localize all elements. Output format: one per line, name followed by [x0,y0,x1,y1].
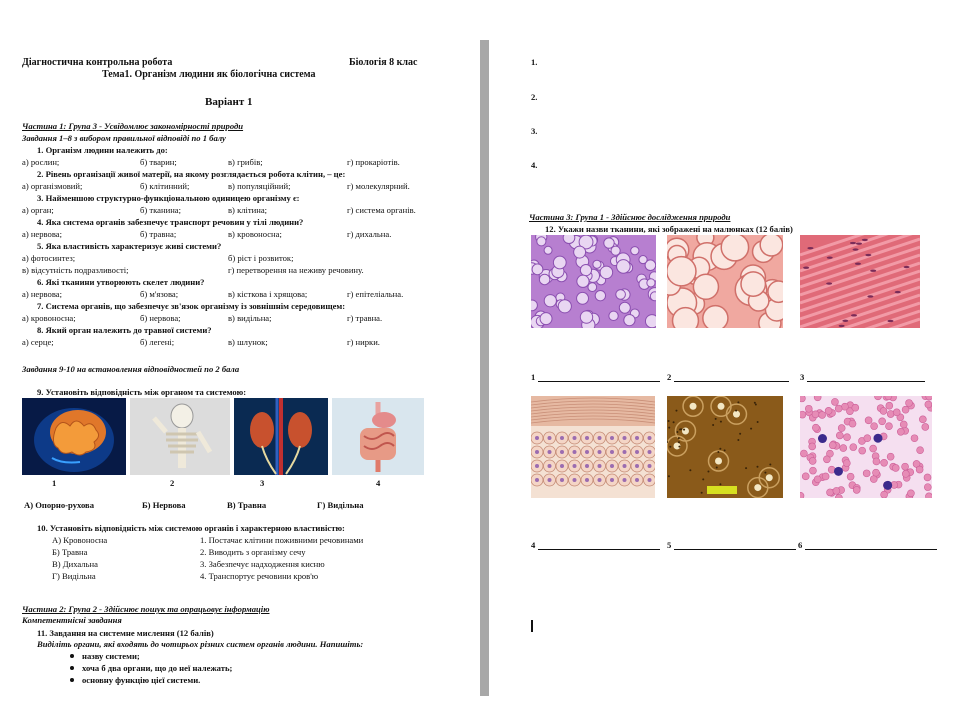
q3-option-c[interactable]: в) клітина; [228,205,268,215]
q7-option-b[interactable]: б) нервова; [140,313,181,323]
header-left: Діагностична контрольна робота [22,57,173,68]
question-3: 3. Найменшою структурно-функціональною одиницею організму є: [37,193,300,203]
system-option-b: Б) Нервова [142,500,186,510]
blank-label-4: 4 [531,540,536,550]
answer-blank-2[interactable] [674,381,789,382]
answer-blank-5[interactable] [674,549,796,550]
q1-option-d[interactable]: г) прокаріотів. [347,157,400,167]
question-11: 11. Завдання на системне мислення (12 балів) [37,628,214,638]
blank-label-5: 5 [667,540,672,550]
blood-tissue-image [800,396,932,498]
question-8: 8. Який орган належить до травної системи? [37,325,212,335]
part2-subtitle: Компетентнісні завдання [22,615,122,625]
q3-option-d[interactable]: г) система органів. [347,205,416,215]
answer-blank-1[interactable] [538,381,660,382]
blank-label-3: 3 [800,372,805,382]
q6-option-a[interactable]: а) нервова; [22,289,62,299]
q10-left-d: Г) Видільна [52,571,96,581]
q1-option-c[interactable]: в) грибів; [228,157,263,167]
part2-title: Частина 2: Група 2 - Здійснює пошук та опрацьовує інформацію [22,604,270,614]
bone-tissue-image [667,396,783,498]
question-5: 5. Яка властивість характеризує живі системи? [37,241,222,251]
blank-label-2: 2 [667,372,672,382]
tasks-intro: Завдання 1–8 з вибором правильної відповіді по 1 балу [22,133,226,143]
blank-label-1: 1 [531,372,536,382]
q2-option-a[interactable]: а) організмовий; [22,181,83,191]
right-page [489,0,960,720]
q2-option-b[interactable]: б) клітинний; [140,181,190,191]
epithelial-tissue-image [531,396,655,498]
q1-option-a[interactable]: а) рослин; [22,157,60,167]
q11-bullet-1: назву системи; [82,651,140,661]
q11-bullet-2: хоча б два органи, що до неї належать; [82,663,233,673]
question-10: 10. Установіть відповідність між системою органів і характерною властивістю: [37,523,345,533]
answer-blank-3[interactable] [807,381,925,382]
bullet-dot [70,654,74,658]
answer-number-4: 4. [531,160,538,170]
variant-title: Варіант 1 [205,96,253,108]
kidneys-image [234,398,328,475]
q5-option-c[interactable]: в) відсутність подразливості; [22,265,129,275]
image-number-2: 2 [170,478,175,488]
q4-option-c[interactable]: в) кровоносна; [228,229,282,239]
q5-option-b[interactable]: б) ріст і розвиток; [228,253,294,263]
q10-left-a: А) Кровоносна [52,535,108,545]
question-9: 9. Установіть відповідність між органом та системою: [37,387,247,397]
q4-option-d[interactable]: г) дихальна. [347,229,392,239]
question-4: 4. Яка система органів забезпечує транспорт речовин у тілі людини? [37,217,304,227]
part3-title: Частина 3: Група 1 - Здійснює дослідження природи [529,212,731,222]
q5-option-d[interactable]: г) перетворення на неживу речовину. [228,265,364,275]
answer-number-1: 1. [531,57,538,67]
q3-option-b[interactable]: б) тканина; [140,205,181,215]
q4-option-a[interactable]: а) нервова; [22,229,62,239]
image-number-1: 1 [52,478,57,488]
q4-option-b[interactable]: б) травна; [140,229,177,239]
question-7: 7. Система органів, що забезпечує зв'язок організму із зовнішнім середовищем: [37,301,346,311]
q10-left-c: В) Дихальна [52,559,98,569]
answer-number-3: 3. [531,126,538,136]
q8-option-b[interactable]: б) легені; [140,337,175,347]
text-cursor [531,620,533,632]
question-6: 6. Які тканини утворюють скелет людини? [37,277,205,287]
question-11-text: Виділіть органи, які входять до чотирьох різних систем органів людини. Напишіть: [37,639,364,649]
system-option-d: Г) Видільна [317,500,364,510]
q10-left-b: Б) Травна [52,547,88,557]
answer-blank-4[interactable] [538,549,660,550]
cartilage-tissue-image [531,235,656,328]
q3-option-a[interactable]: а) орган; [22,205,54,215]
muscle-tissue-image [800,235,920,328]
blank-label-6: 6 [798,540,803,550]
part1-title: Частина 1: Група 3 - Усвідомлює закономірності природи [22,121,244,131]
skeleton-image [130,398,230,475]
q11-bullet-3: основну функцію цієї системи. [82,675,201,685]
q6-option-d[interactable]: г) епітеліальна. [347,289,404,299]
question-2: 2. Рівень організації живої матерії, на якому розглядається робота клітин, – це: [37,169,346,179]
q7-option-a[interactable]: а) кровоносна; [22,313,76,323]
q5-option-a[interactable]: а) фотосинтез; [22,253,76,263]
part1b-intro: Завдання 9-10 на встановлення відповідностей по 2 бала [22,364,240,374]
bullet-dot [70,666,74,670]
q10-right-2: 2. Виводить з організму сечу [200,547,306,557]
system-option-a: А) Опорно-рухова [24,500,94,510]
system-option-c: В) Травна [227,500,267,510]
bullet-dot [70,678,74,682]
q1-option-b[interactable]: б) тварин; [140,157,177,167]
q7-option-c[interactable]: в) видільна; [228,313,272,323]
topic-title: Тема1. Організм людини як біологічна система [102,69,316,80]
image-number-4: 4 [376,478,381,488]
answer-number-2: 2. [531,92,538,102]
q8-option-c[interactable]: в) шлунок; [228,337,268,347]
q7-option-d[interactable]: г) травна. [347,313,383,323]
q8-option-d[interactable]: г) нирки. [347,337,380,347]
q6-option-b[interactable]: б) м'язова; [140,289,179,299]
q2-option-d[interactable]: г) молекулярний. [347,181,410,191]
brain-image [22,398,126,475]
answer-blank-6[interactable] [805,549,937,550]
header-right: Біологія 8 клас [349,57,418,68]
adipose-tissue-image [667,235,783,328]
q10-right-4: 4. Транспортує речовини кров'ю [200,571,319,581]
q6-option-c[interactable]: в) кісткова і хрящова; [228,289,308,299]
q8-option-a[interactable]: а) серце; [22,337,54,347]
question-1: 1. Організм людини належить до: [37,145,168,155]
intestine-image [332,398,424,475]
q2-option-c[interactable]: в) популяційний; [228,181,291,191]
question-12: 12. Укажи назви тканини, які зображені на малюнках (12 балів) [545,224,793,234]
page-divider [480,40,489,696]
q10-right-1: 1. Постачає клітини поживними речовинами [200,535,364,545]
image-number-3: 3 [260,478,265,488]
q10-right-3: 3. Забезпечує надходження кисню [200,559,325,569]
